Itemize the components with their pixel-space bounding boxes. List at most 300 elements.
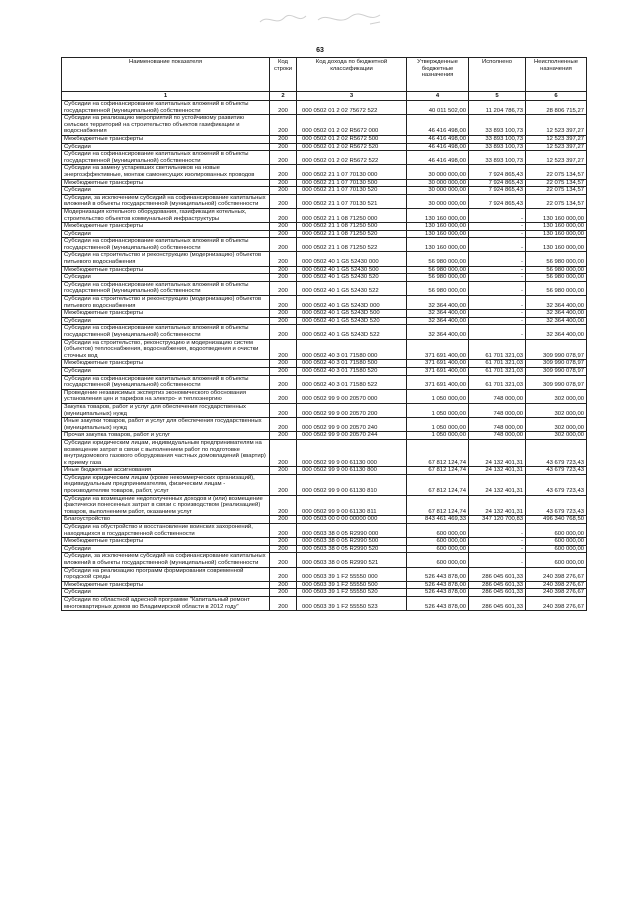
table-row bbox=[62, 524, 587, 538]
executed-amount-cell: - bbox=[469, 524, 526, 538]
column-number: 4 bbox=[407, 92, 469, 101]
table-row bbox=[62, 165, 587, 179]
executed-amount-cell: - bbox=[469, 538, 526, 546]
executed-amount-cell: 347 120 700,83 bbox=[469, 516, 526, 524]
budget-code-cell: 000 0502 40 3 01 71580 500 bbox=[297, 360, 407, 368]
approved-amount-cell: 130 160 000,00 bbox=[407, 223, 469, 231]
budget-code-cell: 000 0502 21 1 07 70130 520 bbox=[297, 187, 407, 195]
budget-code-cell: 000 0502 01 2 02 R5672 000 bbox=[297, 115, 407, 136]
executed-amount-cell: - bbox=[469, 553, 526, 567]
table-row bbox=[62, 101, 587, 115]
column-number: 2 bbox=[270, 92, 297, 101]
approved-amount-cell: 371 691 400,00 bbox=[407, 360, 469, 368]
indicator-name-cell: Субсидии bbox=[62, 317, 270, 325]
indicator-name-cell: Субсидии bbox=[62, 367, 270, 375]
approved-amount-cell: 1 050 000,00 bbox=[407, 432, 469, 440]
budget-code-cell: 000 0502 99 9 00 61130 800 bbox=[297, 467, 407, 475]
approved-amount-cell: 30 000 000,00 bbox=[407, 194, 469, 208]
indicator-name-cell: Закупка товаров, работ и услуг для обеспечения государственных (муниципальных) нужд bbox=[62, 403, 270, 417]
line-code-cell: 200 bbox=[270, 389, 297, 403]
indicator-name-cell: Субсидии юридическим лицам (кроме некоммерческих организаций), индивидуальным предпринимателям, физическим лицам - производителям товаров, работ, услуг bbox=[62, 474, 270, 495]
unexecuted-amount-cell: 130 160 000,00 bbox=[526, 238, 587, 252]
line-code-cell: 200 bbox=[270, 375, 297, 389]
column-number: 3 bbox=[297, 92, 407, 101]
budget-code-cell: 000 0502 21 1 08 71250 522 bbox=[297, 238, 407, 252]
column-number: 1 bbox=[62, 92, 270, 101]
indicator-name-cell: Модернизация котельного оборудования, газификация котельных, строительство объектов коммунальной инфраструктуры bbox=[62, 208, 270, 222]
table-row bbox=[62, 553, 587, 567]
line-code-cell: 200 bbox=[270, 339, 297, 360]
approved-amount-cell: 32 364 400,00 bbox=[407, 310, 469, 318]
indicator-name-cell: Субсидии, за исключением субсидий на софинансирование капитальных вложений в объекты государственной (муниципальной) собственности bbox=[62, 194, 270, 208]
unexecuted-amount-cell: 56 980 000,00 bbox=[526, 281, 587, 295]
indicator-name-cell: Субсидии bbox=[62, 230, 270, 238]
line-code-cell: 200 bbox=[270, 165, 297, 179]
table-row bbox=[62, 310, 587, 318]
unexecuted-amount-cell: 240 398 276,67 bbox=[526, 581, 587, 589]
budget-code-cell: 000 0502 40 1 G5 52430 500 bbox=[297, 266, 407, 274]
table-row bbox=[62, 135, 587, 143]
table-row bbox=[62, 474, 587, 495]
budget-code-cell: 000 0502 40 1 G5 52430 000 bbox=[297, 252, 407, 266]
line-code-cell: 200 bbox=[270, 101, 297, 115]
table-row bbox=[62, 367, 587, 375]
table-header-row bbox=[62, 58, 587, 92]
header-cell: Утвержденные бюджетные назначения bbox=[407, 58, 469, 92]
line-code-cell: 200 bbox=[270, 317, 297, 325]
approved-amount-cell: 600 000,00 bbox=[407, 524, 469, 538]
budget-execution-table bbox=[61, 57, 587, 611]
table-row bbox=[62, 339, 587, 360]
column-number: 5 bbox=[469, 92, 526, 101]
unexecuted-amount-cell: 600 000,00 bbox=[526, 524, 587, 538]
indicator-name-cell: Субсидии bbox=[62, 274, 270, 282]
table-row bbox=[62, 439, 587, 466]
indicator-name-cell: Межбюджетные трансферты bbox=[62, 135, 270, 143]
executed-amount-cell: 748 000,00 bbox=[469, 432, 526, 440]
indicator-name-cell: Межбюджетные трансферты bbox=[62, 223, 270, 231]
approved-amount-cell: 130 160 000,00 bbox=[407, 208, 469, 222]
executed-amount-cell: 33 893 100,73 bbox=[469, 115, 526, 136]
table-row bbox=[62, 187, 587, 195]
table-row bbox=[62, 538, 587, 546]
line-code-cell: 200 bbox=[270, 325, 297, 339]
table-row bbox=[62, 208, 587, 222]
executed-amount-cell: - bbox=[469, 208, 526, 222]
line-code-cell: 200 bbox=[270, 252, 297, 266]
line-code-cell: 200 bbox=[270, 310, 297, 318]
unexecuted-amount-cell: 22 075 134,57 bbox=[526, 187, 587, 195]
executed-amount-cell: 286 045 601,33 bbox=[469, 589, 526, 597]
indicator-name-cell: Субсидии на обустройство и восстановление воинских захоронений, находящихся в государственной собственности bbox=[62, 524, 270, 538]
line-code-cell: 200 bbox=[270, 143, 297, 151]
table-row bbox=[62, 567, 587, 581]
executed-amount-cell: - bbox=[469, 252, 526, 266]
unexecuted-amount-cell: 600 000,00 bbox=[526, 553, 587, 567]
budget-code-cell: 000 0502 21 1 07 70130 500 bbox=[297, 179, 407, 187]
table-row bbox=[62, 281, 587, 295]
executed-amount-cell: - bbox=[469, 545, 526, 553]
approved-amount-cell: 67 812 124,74 bbox=[407, 495, 469, 516]
approved-amount-cell: 32 364 400,00 bbox=[407, 296, 469, 310]
unexecuted-amount-cell: 302 000,00 bbox=[526, 418, 587, 432]
approved-amount-cell: 526 443 878,00 bbox=[407, 581, 469, 589]
executed-amount-cell: - bbox=[469, 223, 526, 231]
unexecuted-amount-cell: 56 980 000,00 bbox=[526, 266, 587, 274]
unexecuted-amount-cell: 22 075 134,57 bbox=[526, 165, 587, 179]
approved-amount-cell: 371 691 400,00 bbox=[407, 375, 469, 389]
table-row bbox=[62, 432, 587, 440]
table-row bbox=[62, 375, 587, 389]
budget-code-cell: 000 0503 38 0 05 R2990 000 bbox=[297, 524, 407, 538]
header-cell: Неисполненные назначения bbox=[526, 58, 587, 92]
indicator-name-cell: Субсидии на реализацию мероприятий по устойчивому развитию сельских территорий на строительство объектов газификации и водоснабжения bbox=[62, 115, 270, 136]
approved-amount-cell: 67 812 124,74 bbox=[407, 467, 469, 475]
budget-code-cell: 000 0502 40 1 G5 52430 522 bbox=[297, 281, 407, 295]
table-row bbox=[62, 252, 587, 266]
unexecuted-amount-cell: 240 398 276,67 bbox=[526, 596, 587, 610]
indicator-name-cell: Субсидии на возмещение недополученных доходов и (или) возмещение фактически понесенных затрат в связи с производством (реализацией) товаров, выполнением работ, оказанием услуг bbox=[62, 495, 270, 516]
line-code-cell: 200 bbox=[270, 418, 297, 432]
line-code-cell: 200 bbox=[270, 135, 297, 143]
approved-amount-cell: 67 812 124,74 bbox=[407, 439, 469, 466]
executed-amount-cell: 748 000,00 bbox=[469, 418, 526, 432]
unexecuted-amount-cell: 32 364 400,00 bbox=[526, 325, 587, 339]
approved-amount-cell: 40 011 502,00 bbox=[407, 101, 469, 115]
approved-amount-cell: 56 980 000,00 bbox=[407, 274, 469, 282]
approved-amount-cell: 67 812 124,74 bbox=[407, 474, 469, 495]
table-row bbox=[62, 230, 587, 238]
unexecuted-amount-cell: 600 000,00 bbox=[526, 545, 587, 553]
indicator-name-cell: Межбюджетные трансферты bbox=[62, 538, 270, 546]
unexecuted-amount-cell: 130 160 000,00 bbox=[526, 223, 587, 231]
line-code-cell: 200 bbox=[270, 194, 297, 208]
executed-amount-cell: 748 000,00 bbox=[469, 403, 526, 417]
executed-amount-cell: - bbox=[469, 238, 526, 252]
column-number: 6 bbox=[526, 92, 587, 101]
line-code-cell: 200 bbox=[270, 230, 297, 238]
indicator-name-cell: Межбюджетные трансферты bbox=[62, 179, 270, 187]
table-row bbox=[62, 495, 587, 516]
budget-code-cell: 000 0503 00 0 00 00000 000 bbox=[297, 516, 407, 524]
executed-amount-cell: 748 000,00 bbox=[469, 389, 526, 403]
executed-amount-cell: 286 045 601,33 bbox=[469, 567, 526, 581]
header-cell: Код строки bbox=[270, 58, 297, 92]
line-code-cell: 200 bbox=[270, 439, 297, 466]
indicator-name-cell: Межбюджетные трансферты bbox=[62, 581, 270, 589]
approved-amount-cell: 46 416 498,00 bbox=[407, 115, 469, 136]
table-row bbox=[62, 115, 587, 136]
unexecuted-amount-cell: 309 990 078,97 bbox=[526, 360, 587, 368]
executed-amount-cell: - bbox=[469, 230, 526, 238]
indicator-name-cell: Субсидии по областной адресной программе "Капитальный ремонт многоквартирных домов во Владимирской области в 2012 году" bbox=[62, 596, 270, 610]
approved-amount-cell: 32 364 400,00 bbox=[407, 317, 469, 325]
indicator-name-cell: Субсидии, за исключением субсидий на софинансирование капитальных вложений в объекты государственной (муниципальной) собственности bbox=[62, 553, 270, 567]
indicator-name-cell: Субсидии на софинансирование капитальных вложений в объекты государственной (муниципальной) собственности bbox=[62, 281, 270, 295]
unexecuted-amount-cell: 302 000,00 bbox=[526, 432, 587, 440]
table-row bbox=[62, 545, 587, 553]
budget-code-cell: 000 0502 01 2 02 R5672 500 bbox=[297, 135, 407, 143]
executed-amount-cell: 24 132 401,31 bbox=[469, 495, 526, 516]
line-code-cell: 200 bbox=[270, 524, 297, 538]
executed-amount-cell: 61 701 321,03 bbox=[469, 367, 526, 375]
table-row bbox=[62, 223, 587, 231]
table-row bbox=[62, 266, 587, 274]
line-code-cell: 200 bbox=[270, 266, 297, 274]
budget-code-cell: 000 0503 38 0 05 R2990 521 bbox=[297, 553, 407, 567]
executed-amount-cell: 24 132 401,31 bbox=[469, 474, 526, 495]
unexecuted-amount-cell: 22 075 134,57 bbox=[526, 194, 587, 208]
unexecuted-amount-cell: 600 000,00 bbox=[526, 538, 587, 546]
unexecuted-amount-cell: 309 990 078,97 bbox=[526, 367, 587, 375]
budget-code-cell: 000 0502 01 2 02 75672 522 bbox=[297, 101, 407, 115]
executed-amount-cell: 11 204 786,73 bbox=[469, 101, 526, 115]
executed-amount-cell: 286 045 601,33 bbox=[469, 596, 526, 610]
table-row bbox=[62, 581, 587, 589]
table-row bbox=[62, 360, 587, 368]
line-code-cell: 200 bbox=[270, 467, 297, 475]
approved-amount-cell: 130 160 000,00 bbox=[407, 230, 469, 238]
unexecuted-amount-cell: 32 364 400,00 bbox=[526, 296, 587, 310]
indicator-name-cell: Субсидии на софинансирование капитальных вложений в объекты государственной (муниципальной) собственности bbox=[62, 101, 270, 115]
unexecuted-amount-cell: 12 523 397,27 bbox=[526, 151, 587, 165]
budget-code-cell: 000 0502 40 1 G5 5243D 520 bbox=[297, 317, 407, 325]
unexecuted-amount-cell: 12 523 397,27 bbox=[526, 143, 587, 151]
indicator-name-cell: Межбюджетные трансферты bbox=[62, 310, 270, 318]
line-code-cell: 200 bbox=[270, 474, 297, 495]
indicator-name-cell: Субсидии на замену устаревших светильников на новые энергоэффективные, монтаж самонесущих изолированных проводов bbox=[62, 165, 270, 179]
table-row bbox=[62, 151, 587, 165]
approved-amount-cell: 130 160 000,00 bbox=[407, 238, 469, 252]
budget-code-cell: 000 0502 40 3 01 71580 520 bbox=[297, 367, 407, 375]
approved-amount-cell: 56 980 000,00 bbox=[407, 252, 469, 266]
indicator-name-cell: Субсидии на реализацию программ формирования современной городской среды bbox=[62, 567, 270, 581]
approved-amount-cell: 1 050 000,00 bbox=[407, 418, 469, 432]
table-row bbox=[62, 325, 587, 339]
approved-amount-cell: 32 364 400,00 bbox=[407, 325, 469, 339]
unexecuted-amount-cell: 32 364 400,00 bbox=[526, 317, 587, 325]
line-code-cell: 200 bbox=[270, 596, 297, 610]
budget-code-cell: 000 0502 01 2 02 R5672 520 bbox=[297, 143, 407, 151]
indicator-name-cell: Иные закупки товаров, работ и услуг для обеспечения государственных (муниципальных) нужд bbox=[62, 418, 270, 432]
line-code-cell: 200 bbox=[270, 296, 297, 310]
executed-amount-cell: 286 045 601,33 bbox=[469, 581, 526, 589]
indicator-name-cell: Субсидии на софинансирование капитальных вложений в объекты государственной (муниципальной) собственности bbox=[62, 151, 270, 165]
approved-amount-cell: 46 416 498,00 bbox=[407, 143, 469, 151]
column-number-row bbox=[62, 92, 587, 101]
budget-code-cell: 000 0502 99 9 00 61130 811 bbox=[297, 495, 407, 516]
approved-amount-cell: 46 416 498,00 bbox=[407, 135, 469, 143]
line-code-cell: 200 bbox=[270, 223, 297, 231]
approved-amount-cell: 526 443 878,00 bbox=[407, 589, 469, 597]
line-code-cell: 200 bbox=[270, 553, 297, 567]
unexecuted-amount-cell: 56 980 000,00 bbox=[526, 252, 587, 266]
executed-amount-cell: 61 701 321,03 bbox=[469, 375, 526, 389]
line-code-cell: 200 bbox=[270, 238, 297, 252]
executed-amount-cell: 61 701 321,03 bbox=[469, 339, 526, 360]
approved-amount-cell: 600 000,00 bbox=[407, 553, 469, 567]
unexecuted-amount-cell: 43 679 723,43 bbox=[526, 467, 587, 475]
header-cell: Наименование показателя bbox=[62, 58, 270, 92]
handwritten-scribble bbox=[258, 8, 398, 30]
indicator-name-cell: Субсидии на софинансирование капитальных вложений в объекты государственной (муниципальной) собственности bbox=[62, 238, 270, 252]
indicator-name-cell: Благоустройство bbox=[62, 516, 270, 524]
approved-amount-cell: 371 691 400,00 bbox=[407, 339, 469, 360]
budget-code-cell: 000 0502 40 3 01 71580 522 bbox=[297, 375, 407, 389]
approved-amount-cell: 30 000 000,00 bbox=[407, 165, 469, 179]
budget-code-cell: 000 0503 39 1 F2 55550 520 bbox=[297, 589, 407, 597]
approved-amount-cell: 30 000 000,00 bbox=[407, 187, 469, 195]
indicator-name-cell: Субсидии bbox=[62, 143, 270, 151]
table-row bbox=[62, 194, 587, 208]
executed-amount-cell: 33 893 100,73 bbox=[469, 151, 526, 165]
unexecuted-amount-cell: 32 364 400,00 bbox=[526, 310, 587, 318]
budget-code-cell: 000 0503 39 1 F2 55550 000 bbox=[297, 567, 407, 581]
budget-code-cell: 000 0502 21 1 07 70130 521 bbox=[297, 194, 407, 208]
indicator-name-cell: Субсидии юридическим лицам, индивидуальным предпринимателям на возмещение затрат в связи с выполнением работ по подготовке внутридомового газового оборудования частных домовладений (квартир) к приему газа bbox=[62, 439, 270, 466]
indicator-name-cell: Субсидии на строительство, реконструкцию и модернизацию систем (объектов) теплоснабжения, водоснабжения, водоотведения и очистки сточных вод bbox=[62, 339, 270, 360]
budget-code-cell: 000 0502 99 9 00 20570 200 bbox=[297, 403, 407, 417]
executed-amount-cell: - bbox=[469, 281, 526, 295]
table-body bbox=[62, 101, 587, 611]
line-code-cell: 200 bbox=[270, 403, 297, 417]
unexecuted-amount-cell: 22 075 134,57 bbox=[526, 179, 587, 187]
unexecuted-amount-cell: 302 000,00 bbox=[526, 389, 587, 403]
line-code-cell: 200 bbox=[270, 567, 297, 581]
approved-amount-cell: 843 461 469,33 bbox=[407, 516, 469, 524]
line-code-cell: 200 bbox=[270, 516, 297, 524]
budget-code-cell: 000 0502 21 1 08 71250 500 bbox=[297, 223, 407, 231]
approved-amount-cell: 526 443 878,00 bbox=[407, 596, 469, 610]
budget-table-container bbox=[61, 57, 586, 611]
executed-amount-cell: 33 893 100,73 bbox=[469, 135, 526, 143]
unexecuted-amount-cell: 43 679 723,43 bbox=[526, 439, 587, 466]
budget-code-cell: 000 0503 38 0 05 R2990 500 bbox=[297, 538, 407, 546]
executed-amount-cell: - bbox=[469, 317, 526, 325]
indicator-name-cell: Субсидии bbox=[62, 545, 270, 553]
approved-amount-cell: 56 980 000,00 bbox=[407, 281, 469, 295]
line-code-cell: 200 bbox=[270, 151, 297, 165]
line-code-cell: 200 bbox=[270, 589, 297, 597]
line-code-cell: 200 bbox=[270, 581, 297, 589]
executed-amount-cell: - bbox=[469, 296, 526, 310]
unexecuted-amount-cell: 56 980 000,00 bbox=[526, 274, 587, 282]
budget-code-cell: 000 0502 40 1 G5 5243D 500 bbox=[297, 310, 407, 318]
unexecuted-amount-cell: 309 990 078,97 bbox=[526, 339, 587, 360]
unexecuted-amount-cell: 240 398 276,67 bbox=[526, 589, 587, 597]
indicator-name-cell: Субсидии на строительство и реконструкцию (модернизацию) объектов питьевого водоснабжения bbox=[62, 252, 270, 266]
indicator-name-cell: Прочая закупка товаров, работ и услуг bbox=[62, 432, 270, 440]
table-row bbox=[62, 403, 587, 417]
unexecuted-amount-cell: 496 340 768,50 bbox=[526, 516, 587, 524]
budget-code-cell: 000 0502 99 9 00 61130 000 bbox=[297, 439, 407, 466]
line-code-cell: 200 bbox=[270, 495, 297, 516]
table-row bbox=[62, 589, 587, 597]
approved-amount-cell: 526 443 878,00 bbox=[407, 567, 469, 581]
table-row bbox=[62, 467, 587, 475]
budget-code-cell: 000 0502 40 1 G5 52430 520 bbox=[297, 274, 407, 282]
budget-code-cell: 000 0503 39 1 F2 55550 523 bbox=[297, 596, 407, 610]
indicator-name-cell: Субсидии bbox=[62, 589, 270, 597]
budget-code-cell: 000 0502 40 3 01 71580 000 bbox=[297, 339, 407, 360]
approved-amount-cell: 600 000,00 bbox=[407, 538, 469, 546]
approved-amount-cell: 30 000 000,00 bbox=[407, 179, 469, 187]
unexecuted-amount-cell: 43 679 723,43 bbox=[526, 495, 587, 516]
budget-code-cell: 000 0502 21 1 08 71250 520 bbox=[297, 230, 407, 238]
line-code-cell: 200 bbox=[270, 545, 297, 553]
line-code-cell: 200 bbox=[270, 367, 297, 375]
approved-amount-cell: 1 050 000,00 bbox=[407, 389, 469, 403]
executed-amount-cell: 7 924 865,43 bbox=[469, 187, 526, 195]
line-code-cell: 200 bbox=[270, 208, 297, 222]
executed-amount-cell: - bbox=[469, 274, 526, 282]
line-code-cell: 200 bbox=[270, 187, 297, 195]
line-code-cell: 200 bbox=[270, 281, 297, 295]
executed-amount-cell: 7 924 865,43 bbox=[469, 165, 526, 179]
line-code-cell: 200 bbox=[270, 360, 297, 368]
indicator-name-cell: Субсидии на софинансирование капитальных вложений в объекты государственной (муниципальной) собственности bbox=[62, 325, 270, 339]
unexecuted-amount-cell: 12 523 397,27 bbox=[526, 135, 587, 143]
unexecuted-amount-cell: 302 000,00 bbox=[526, 403, 587, 417]
line-code-cell: 200 bbox=[270, 179, 297, 187]
budget-code-cell: 000 0503 38 0 05 R2990 520 bbox=[297, 545, 407, 553]
table-row bbox=[62, 238, 587, 252]
table-row bbox=[62, 296, 587, 310]
indicator-name-cell: Иные бюджетные ассигнования bbox=[62, 467, 270, 475]
indicator-name-cell: Проведение независимых экспертиз экономического обоснования установления цен и тарифов на электро- и теплоэнергию bbox=[62, 389, 270, 403]
unexecuted-amount-cell: 130 160 000,00 bbox=[526, 208, 587, 222]
unexecuted-amount-cell: 12 523 397,27 bbox=[526, 115, 587, 136]
budget-code-cell: 000 0502 21 1 07 70130 000 bbox=[297, 165, 407, 179]
header-cell: Исполнено bbox=[469, 58, 526, 92]
budget-code-cell: 000 0502 99 9 00 61130 810 bbox=[297, 474, 407, 495]
indicator-name-cell: Субсидии bbox=[62, 187, 270, 195]
line-code-cell: 200 bbox=[270, 538, 297, 546]
budget-code-cell: 000 0502 21 1 08 71250 000 bbox=[297, 208, 407, 222]
executed-amount-cell: - bbox=[469, 266, 526, 274]
executed-amount-cell: 7 924 865,43 bbox=[469, 194, 526, 208]
table-row bbox=[62, 317, 587, 325]
unexecuted-amount-cell: 309 990 078,97 bbox=[526, 375, 587, 389]
approved-amount-cell: 371 691 400,00 bbox=[407, 367, 469, 375]
unexecuted-amount-cell: 43 679 723,43 bbox=[526, 474, 587, 495]
approved-amount-cell: 1 050 000,00 bbox=[407, 403, 469, 417]
indicator-name-cell: Субсидии на строительство и реконструкцию (модернизацию) объектов питьевого водоснабжения bbox=[62, 296, 270, 310]
approved-amount-cell: 600 000,00 bbox=[407, 545, 469, 553]
executed-amount-cell: 7 924 865,43 bbox=[469, 179, 526, 187]
executed-amount-cell: 33 893 100,73 bbox=[469, 143, 526, 151]
line-code-cell: 200 bbox=[270, 274, 297, 282]
budget-code-cell: 000 0502 99 9 00 20570 244 bbox=[297, 432, 407, 440]
table-row bbox=[62, 596, 587, 610]
unexecuted-amount-cell: 240 398 276,67 bbox=[526, 567, 587, 581]
indicator-name-cell: Межбюджетные трансферты bbox=[62, 360, 270, 368]
indicator-name-cell: Межбюджетные трансферты bbox=[62, 266, 270, 274]
table-row bbox=[62, 389, 587, 403]
table-row bbox=[62, 143, 587, 151]
line-code-cell: 200 bbox=[270, 432, 297, 440]
table-row bbox=[62, 418, 587, 432]
budget-code-cell: 000 0502 99 9 00 20570 000 bbox=[297, 389, 407, 403]
table-row bbox=[62, 274, 587, 282]
budget-code-cell: 000 0502 99 9 00 20570 240 bbox=[297, 418, 407, 432]
executed-amount-cell: 24 132 401,31 bbox=[469, 467, 526, 475]
table-row bbox=[62, 516, 587, 524]
executed-amount-cell: - bbox=[469, 310, 526, 318]
approved-amount-cell: 56 980 000,00 bbox=[407, 266, 469, 274]
approved-amount-cell: 46 416 498,00 bbox=[407, 151, 469, 165]
indicator-name-cell: Субсидии на софинансирование капитальных вложений в объекты государственной (муниципальной) собственности bbox=[62, 375, 270, 389]
